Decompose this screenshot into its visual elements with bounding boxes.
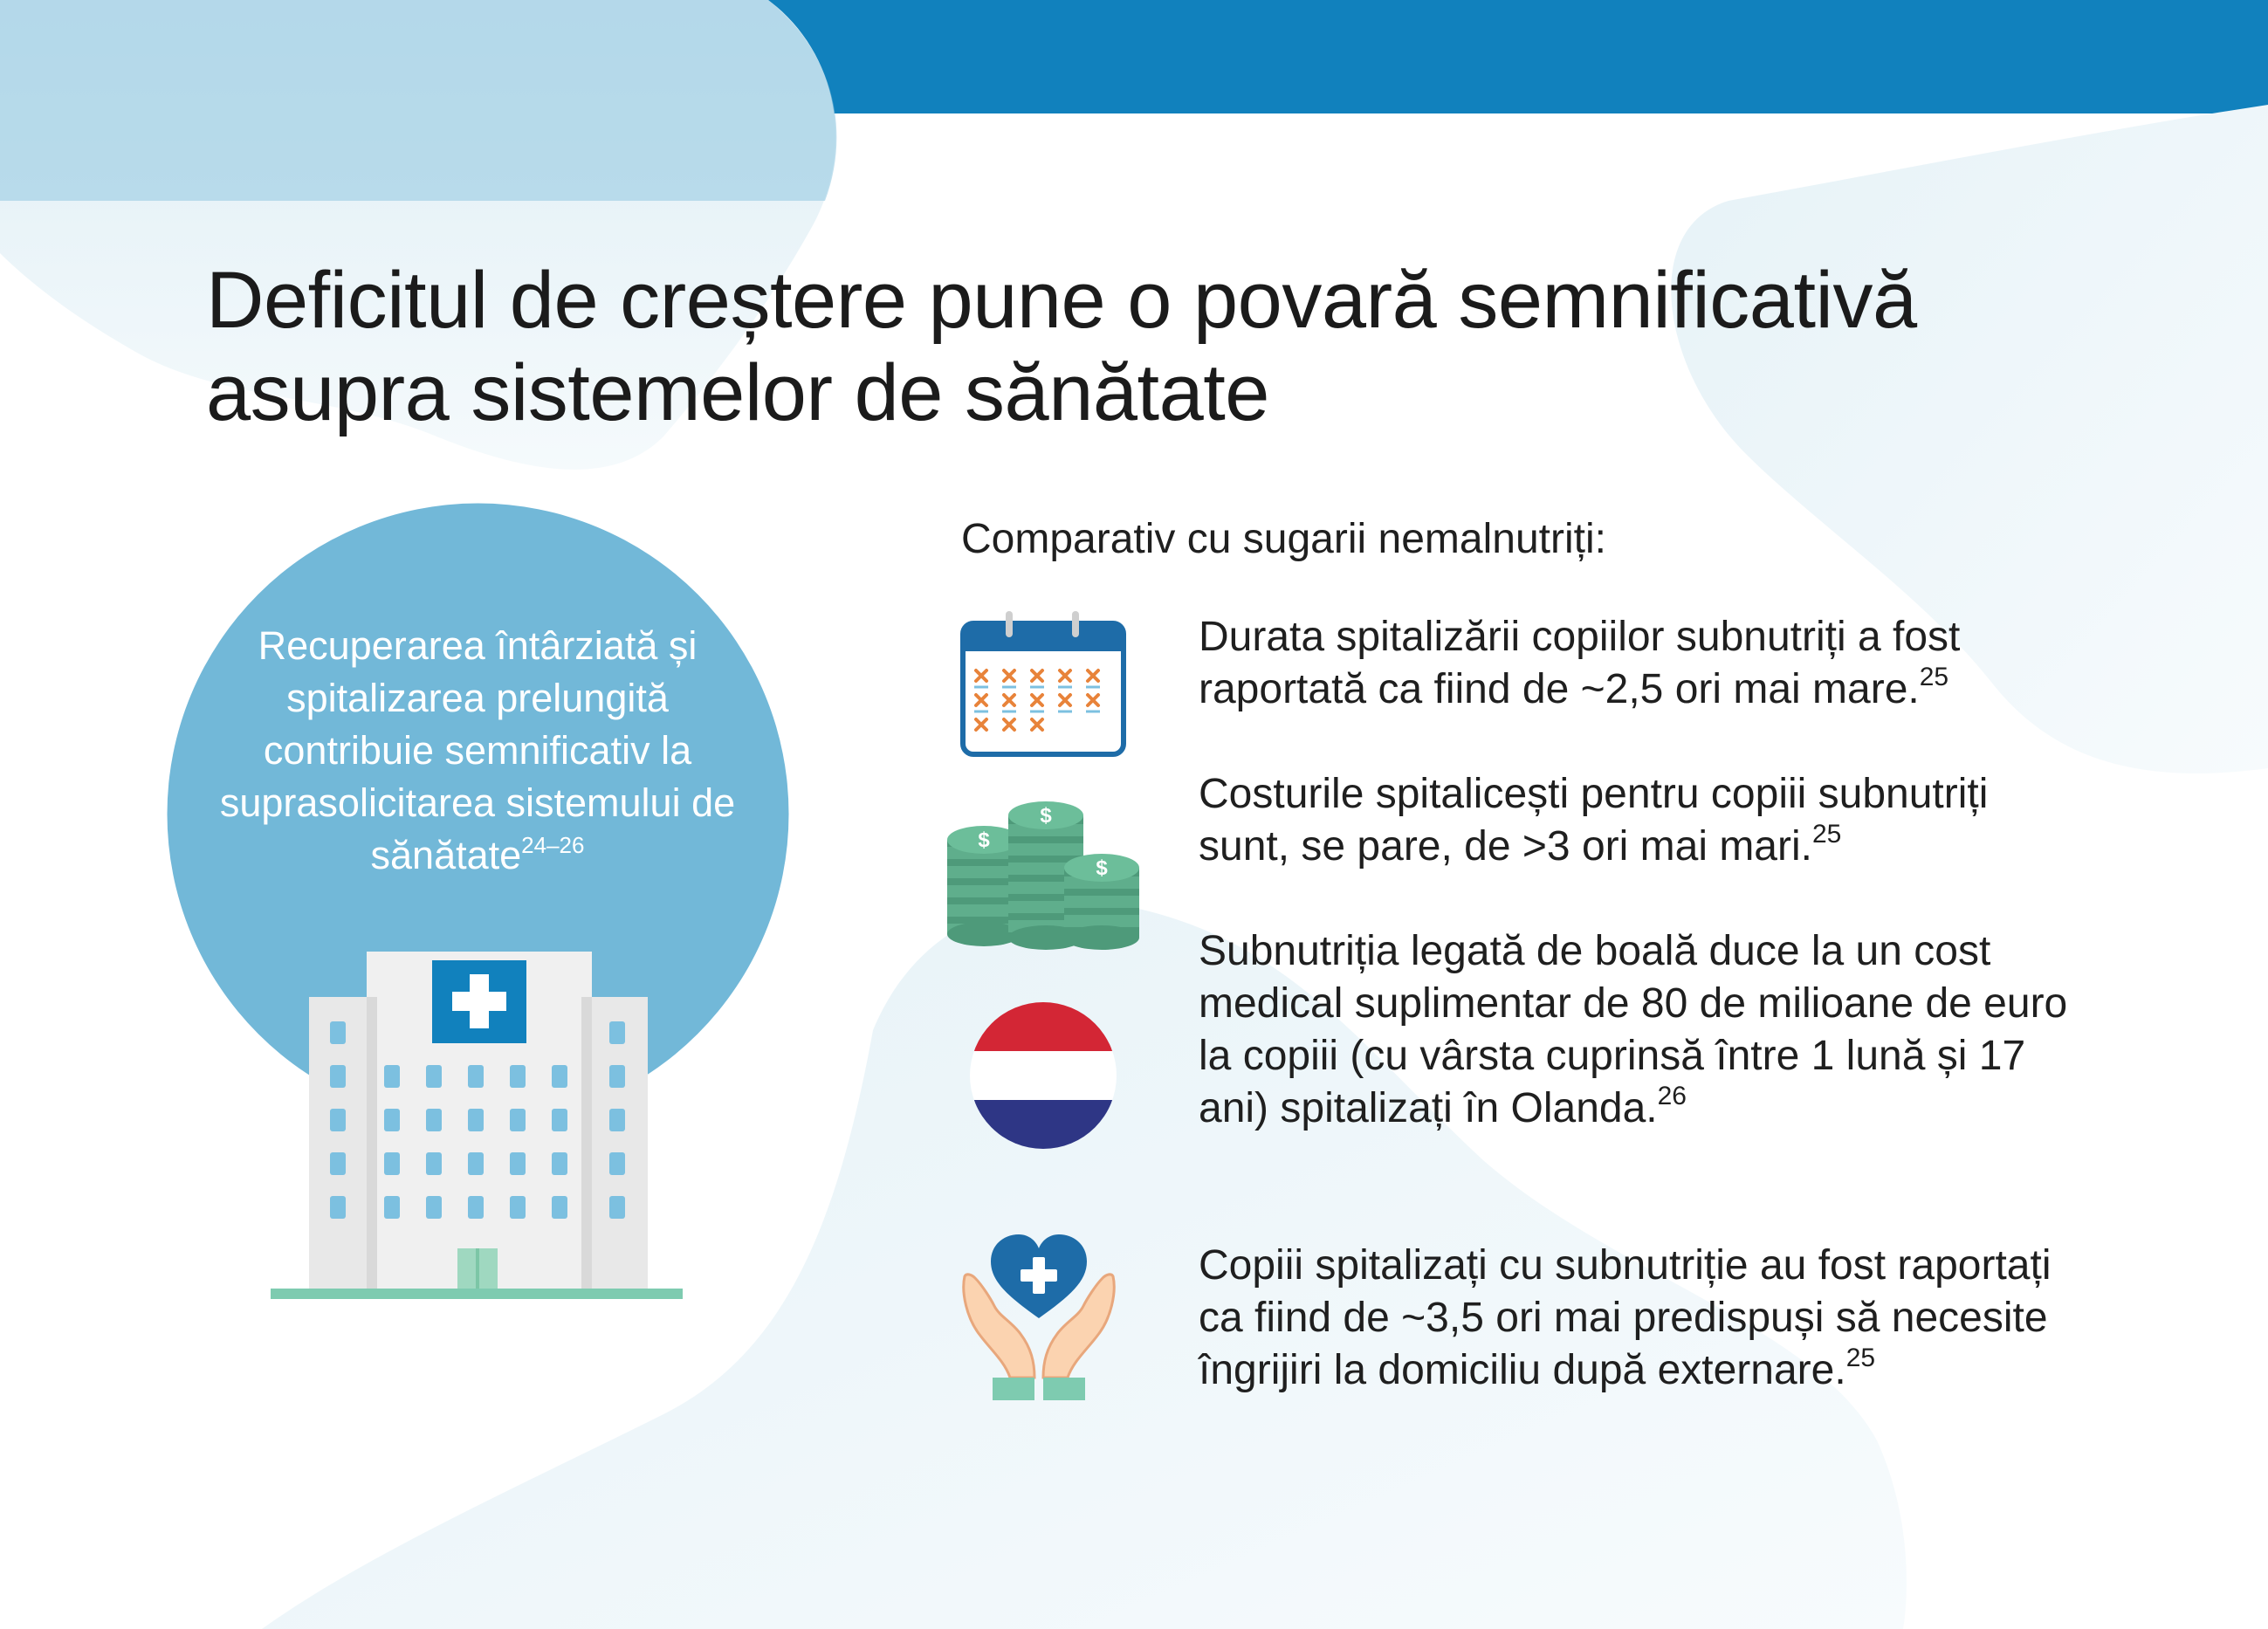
item-hospital-costs	[1199, 768, 2089, 873]
circle-statement-text: Recuperarea întârziată și spitalizarea prelungită contribuie semnificativ la suprasolicitarea sistemului de sănătate	[219, 623, 736, 877]
item-hospital-stay-reference: 25	[1919, 663, 1949, 691]
svg-text:$: $	[1096, 856, 1108, 880]
item-home-care-text: Copiii spitalizați cu subnutriție au fost raportați ca fiind de ~3,5 ori mai predispuși să necesite îngrijiri la domiciliu după externare.	[1199, 1242, 2052, 1393]
svg-text:$: $	[1040, 804, 1052, 828]
circle-statement-reference: 24–26	[521, 832, 585, 858]
coins-icon	[947, 796, 1141, 952]
circle-statement	[210, 620, 746, 882]
item-hospital-costs-reference: 25	[1811, 820, 1842, 849]
svg-text:$: $	[978, 828, 990, 852]
title-line-2: asupra sistemelor de sănătate	[206, 347, 1269, 437]
item-netherlands-cost-reference: 26	[1657, 1082, 1687, 1110]
page-title	[206, 255, 2039, 440]
item-netherlands-cost-text: Subnutriția legată de boală duce la un cost medical suplimentar de 80 de milioane de euro la copiii (cu vârsta cuprinsă între 1 lună și 17 ani) spitalizați în Olanda.	[1199, 928, 2068, 1131]
calendar-icon	[960, 611, 1126, 758]
hands-heart-icon	[956, 1231, 1122, 1402]
item-home-care	[1199, 1240, 2089, 1397]
title-line-1: Deficitul de creștere pune o povară semnificativă	[206, 256, 1917, 345]
comparison-intro: Comparativ cu sugarii nemalnutriți:	[961, 516, 1606, 562]
hospital-icon	[271, 952, 683, 1309]
item-hospital-stay-text: Durata spitalizării copiilor subnutriți a fost raportată ca fiind de ~2,5 ori mai mare.	[1199, 614, 1961, 712]
item-hospital-costs-text: Costurile spitalicești pentru copiii subnutriți sunt, se pare, de >3 ori mai mari.	[1199, 771, 1989, 869]
item-hospital-stay	[1199, 611, 2089, 716]
netherlands-flag-icon	[969, 1001, 1117, 1150]
item-home-care-reference: 25	[1845, 1344, 1876, 1372]
item-netherlands-cost	[1199, 925, 2089, 1135]
